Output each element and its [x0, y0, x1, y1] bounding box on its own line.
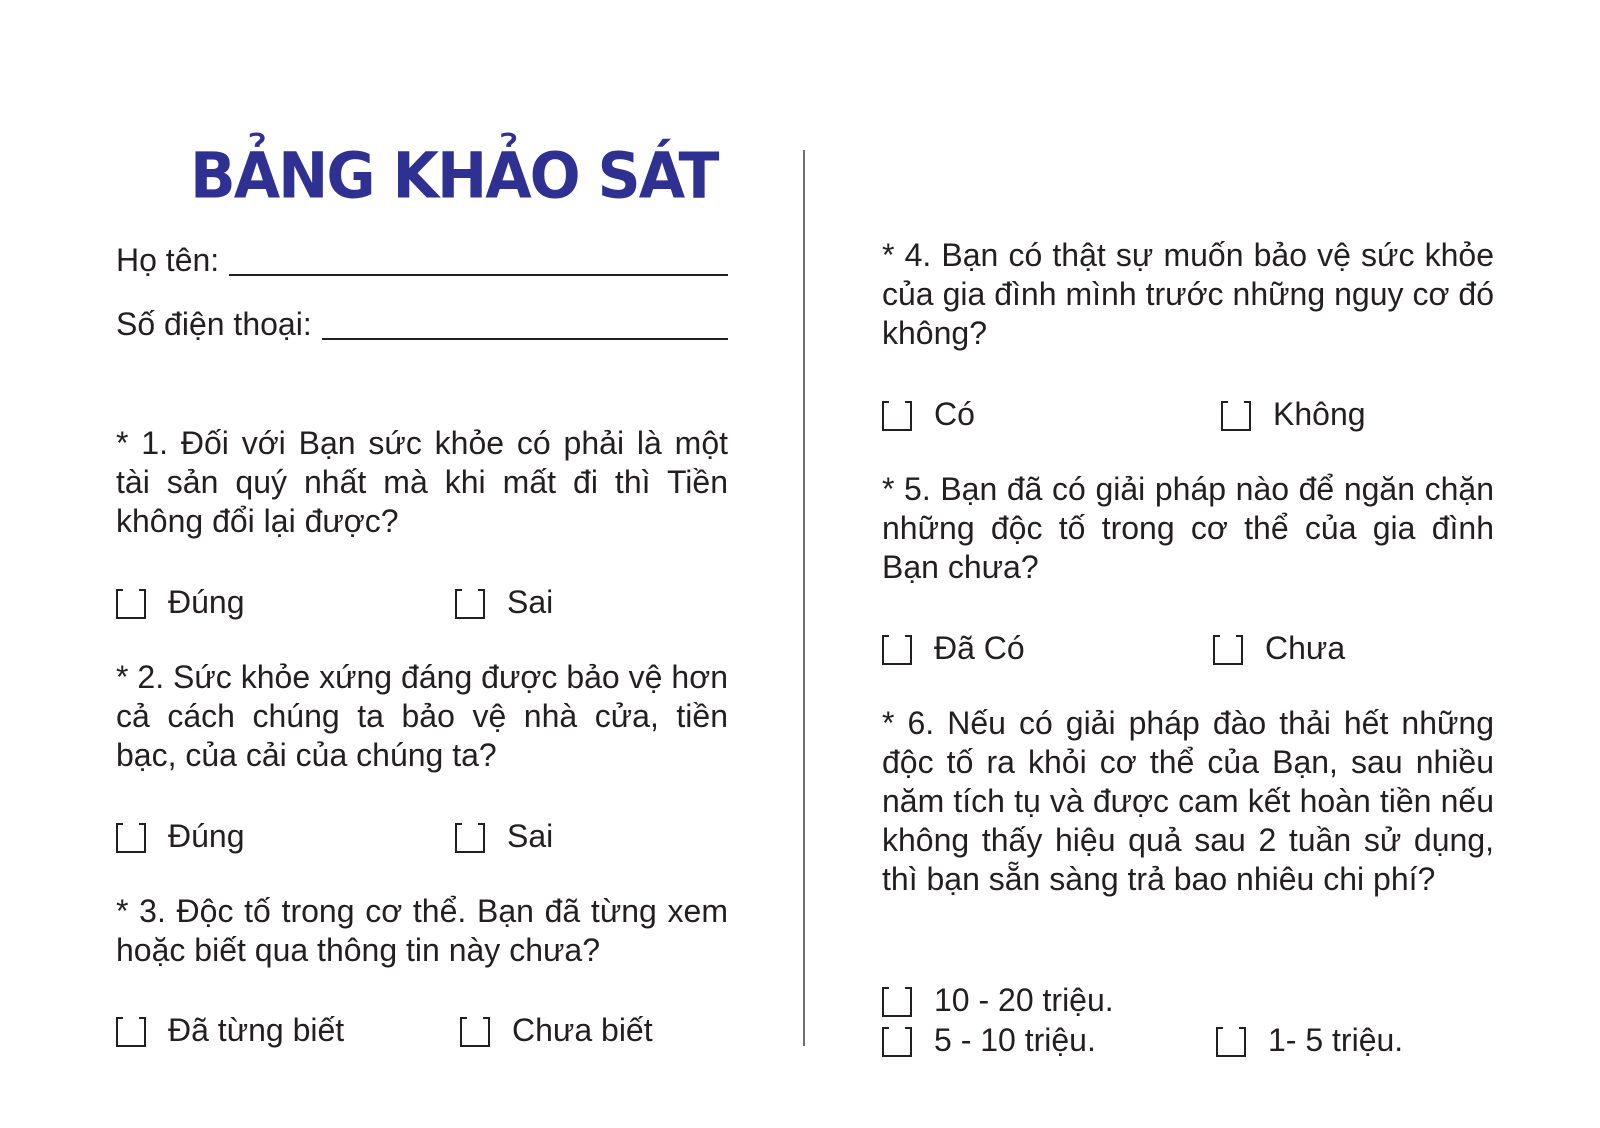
phone-label: Số điện thoại:: [116, 306, 312, 342]
name-field[interactable]: [116, 240, 728, 280]
question-5-text: * 5. Bạn đã có giải pháp nào để ngăn chặn những độc tố trong cơ thể của gia đình Bạn chưa?: [882, 471, 1494, 585]
checkbox-icon[interactable]: [1216, 1027, 1246, 1057]
option-label: 5 - 10 triệu.: [934, 1022, 1096, 1058]
option-label: Không: [1273, 396, 1366, 432]
option-label: Chưa biết: [512, 1012, 653, 1048]
q4-option-2[interactable]: [1221, 394, 1366, 434]
option-label: 10 - 20 triệu.: [934, 982, 1114, 1018]
question-2-text: * 2. Sức khỏe xứng đáng được bảo vệ hơn cả cách chúng ta bảo vệ nhà cửa, tiền bạc, của cải của chúng ta?: [116, 659, 728, 773]
checkbox-icon[interactable]: [116, 589, 146, 619]
option-label: Sai: [507, 584, 554, 620]
page-title: BẢNG KHẢO SÁT: [190, 139, 718, 214]
question-1-text: * 1. Đối với Bạn sức khỏe có phải là một tài sản quý nhất mà khi mất đi thì Tiền không đổi lại được?: [116, 425, 728, 539]
q2-option-2[interactable]: [455, 816, 553, 856]
checkbox-icon[interactable]: [455, 823, 485, 853]
q3-option-2[interactable]: [460, 1010, 653, 1050]
checkbox-icon[interactable]: [455, 589, 485, 619]
option-label: Đúng: [168, 584, 245, 620]
question-3-text: * 3. Độc tố trong cơ thể. Bạn đã từng xem hoặc biết qua thông tin này chưa?: [116, 893, 728, 968]
q1-option-2[interactable]: [455, 582, 553, 622]
phone-field[interactable]: [116, 304, 728, 344]
option-label: Sai: [507, 818, 554, 854]
q5-option-2[interactable]: [1213, 628, 1345, 668]
name-label: Họ tên:: [116, 242, 220, 278]
name-input-line[interactable]: [229, 244, 728, 276]
checkbox-icon[interactable]: [1221, 401, 1251, 431]
column-divider: [803, 150, 805, 1046]
q6-option-2[interactable]: [882, 1020, 1096, 1060]
checkbox-icon[interactable]: [882, 1027, 912, 1057]
checkbox-icon[interactable]: [116, 823, 146, 853]
option-label: Đã Có: [934, 630, 1025, 666]
checkbox-icon[interactable]: [1213, 635, 1243, 665]
checkbox-icon[interactable]: [116, 1017, 146, 1047]
option-label: Đúng: [168, 818, 245, 854]
option-label: Chưa: [1265, 630, 1346, 666]
q1-option-1[interactable]: [116, 582, 245, 622]
q5-option-1[interactable]: [882, 628, 1025, 668]
q6-option-1[interactable]: [882, 980, 1114, 1020]
option-label: Có: [934, 396, 975, 432]
question-6-text: * 6. Nếu có giải pháp đào thải hết những độc tố ra khỏi cơ thể của Bạn, sau nhiều năm tích tụ và được cam kết hoàn tiền nếu không thấy hiệu quả sau 2 tuần sử dụng, thì bạn sẵn sàng trả bao nhiêu chi phí?: [882, 705, 1494, 897]
checkbox-icon[interactable]: [460, 1017, 490, 1047]
q4-option-1[interactable]: [882, 394, 975, 434]
phone-input-line[interactable]: [322, 308, 728, 340]
checkbox-icon[interactable]: [882, 987, 912, 1017]
option-label: 1- 5 triệu.: [1268, 1022, 1404, 1058]
checkbox-icon[interactable]: [882, 635, 912, 665]
q3-option-1[interactable]: [116, 1010, 344, 1050]
option-label: Đã từng biết: [168, 1012, 345, 1048]
q2-option-1[interactable]: [116, 816, 245, 856]
q6-option-3[interactable]: [1216, 1020, 1403, 1060]
checkbox-icon[interactable]: [882, 401, 912, 431]
question-4-text: * 4. Bạn có thật sự muốn bảo vệ sức khỏe của gia đình mình trước những nguy cơ đó không?: [882, 237, 1494, 351]
